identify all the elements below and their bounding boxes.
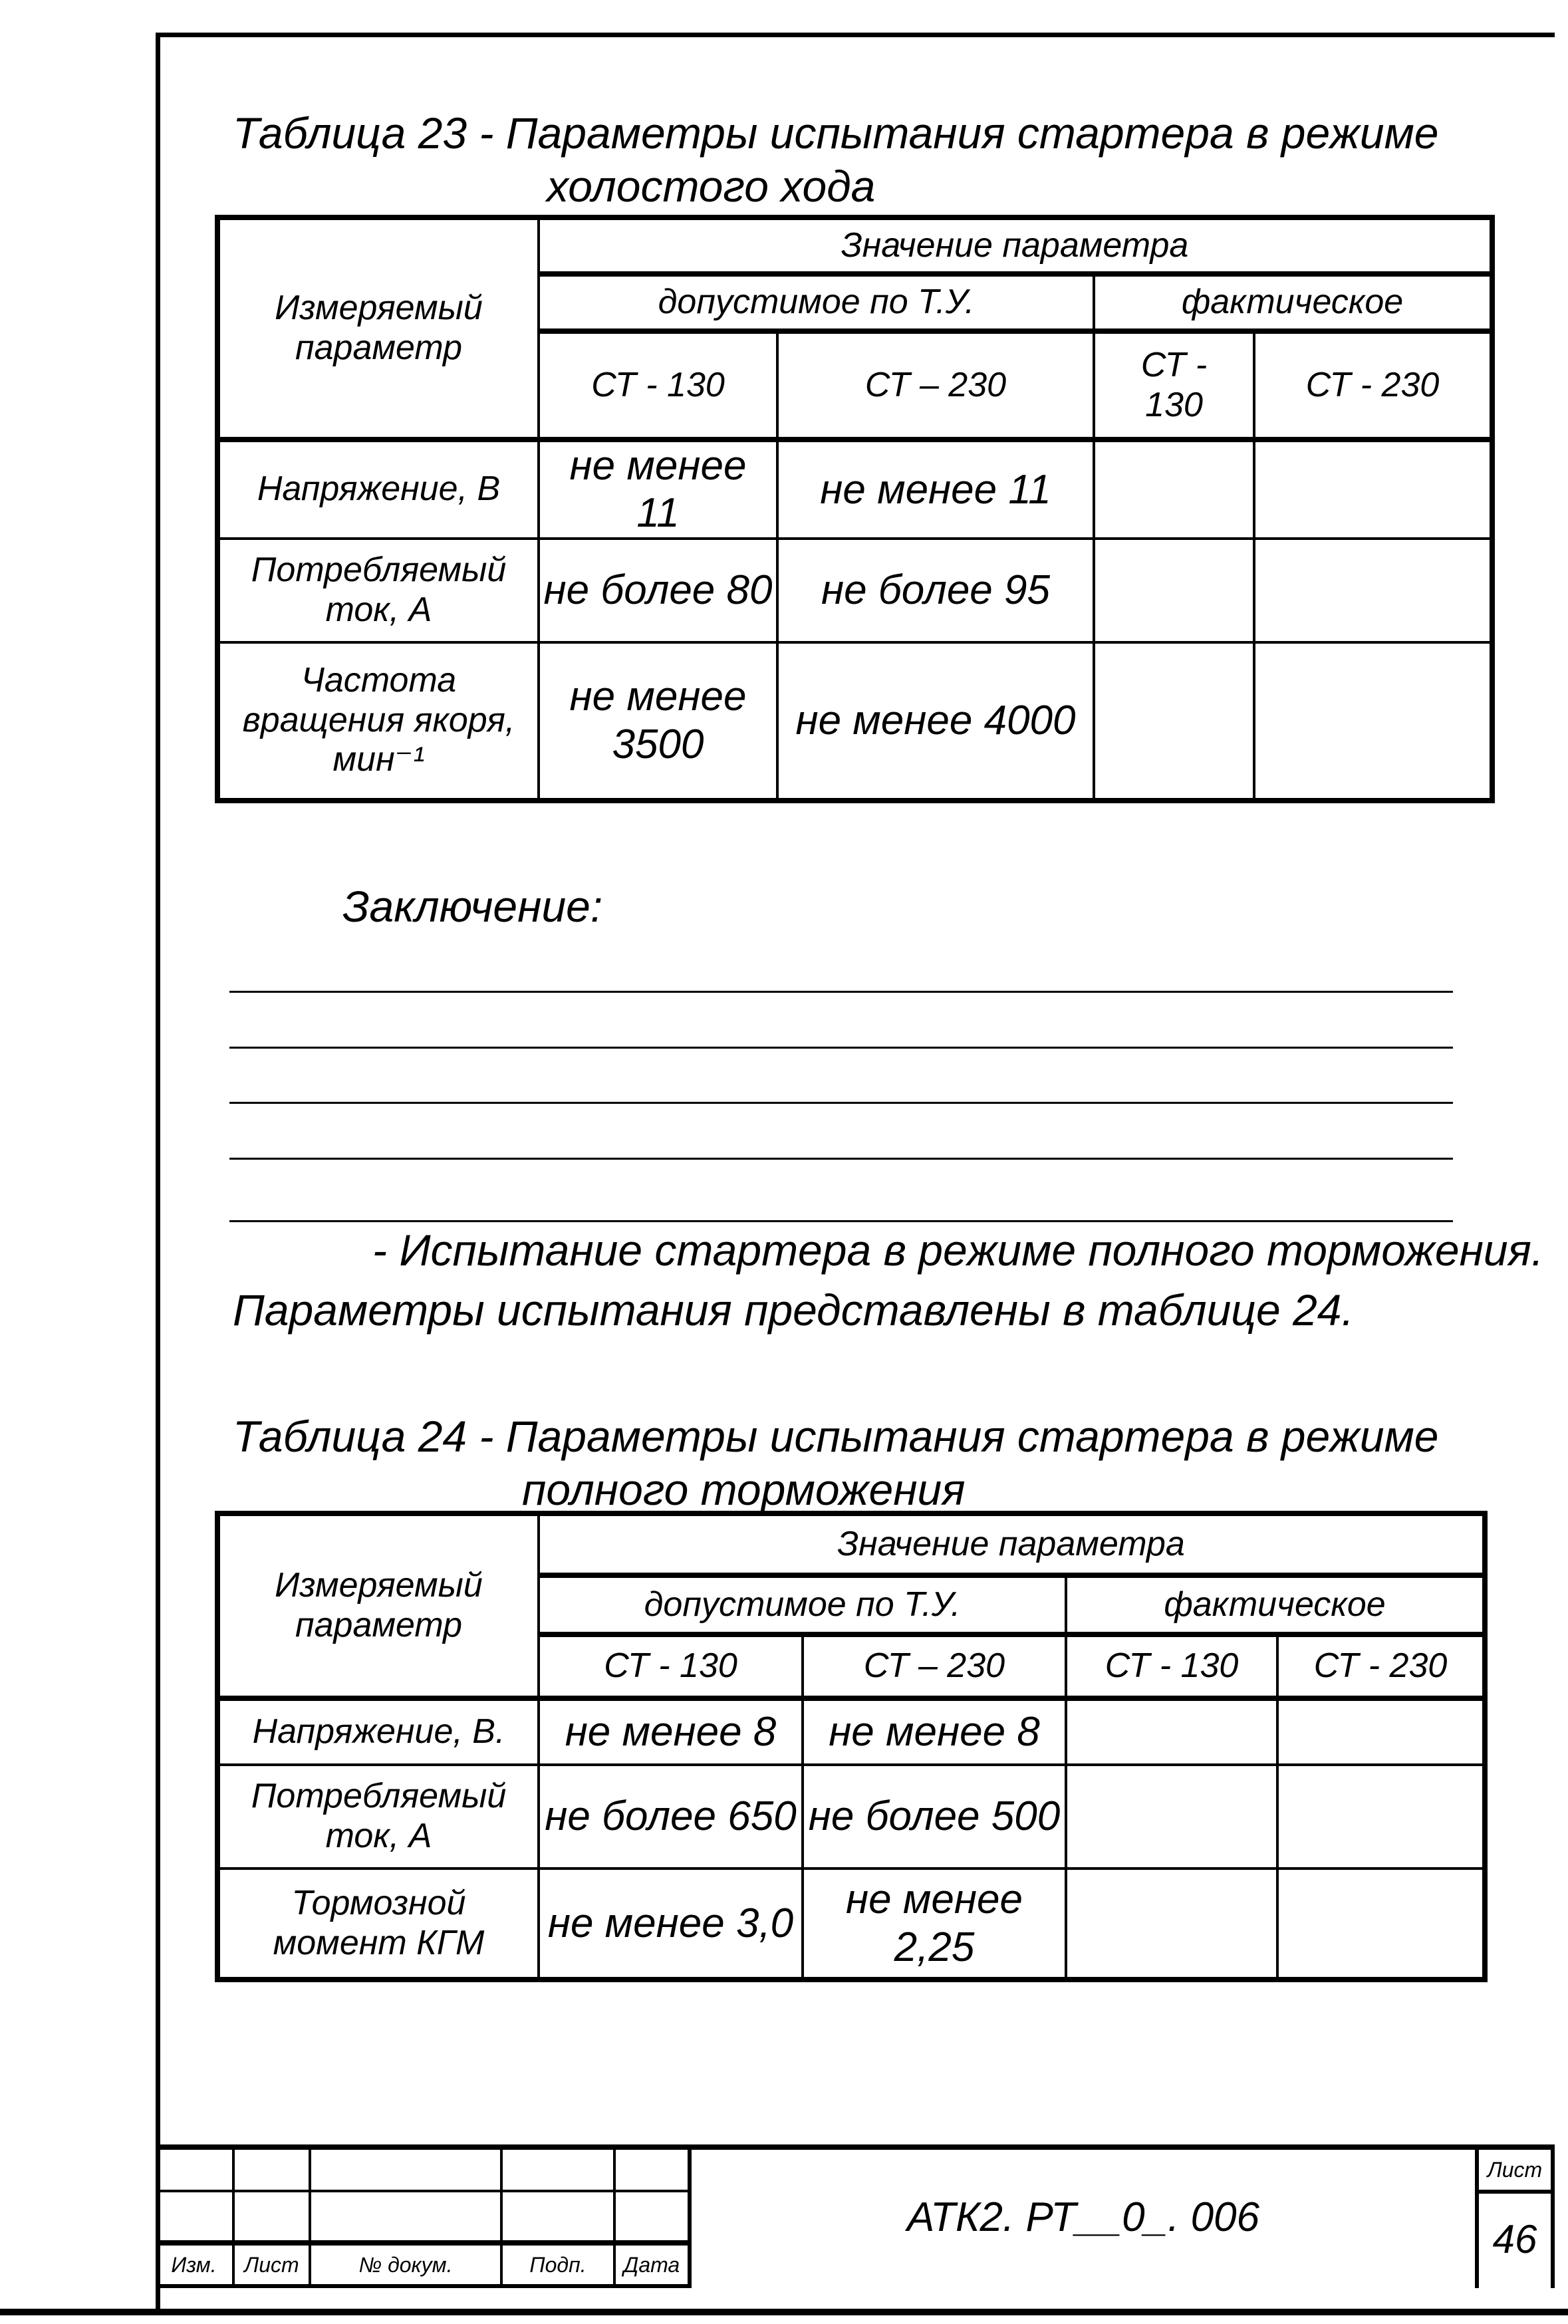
page-bottom-border [0, 2309, 1568, 2315]
header-allowed-ct230: СТ – 230 [803, 1634, 1066, 1698]
row-ct230: не менее 11 [777, 440, 1094, 539]
table-row [217, 1698, 1485, 1765]
tb-bottom-line [156, 2284, 688, 2288]
header-parameter-value: Значение параметра [539, 217, 1492, 274]
row-fact130[interactable] [1094, 642, 1254, 801]
tb-label-izm: Изм. [171, 2252, 217, 2277]
table23-caption-line1: Таблица 23 - Параметры испытания стартера в режиме [233, 108, 1439, 158]
header-actual-ct230: СТ - 230 [1254, 331, 1492, 440]
row-fact230[interactable] [1254, 642, 1492, 801]
table-row [217, 539, 1492, 642]
tb-row-line-1 [156, 2190, 688, 2192]
row-ct130: не менее 11 [539, 440, 777, 539]
table-row [217, 642, 1492, 801]
header-actual-ct230: СТ - 230 [1277, 1634, 1485, 1698]
row-fact230[interactable] [1277, 1698, 1485, 1765]
row-ct230: не более 500 [803, 1765, 1066, 1869]
row-param: Напряжение, В [217, 440, 539, 539]
row-fact130[interactable] [1066, 1698, 1277, 1765]
header-actual-ct130: СТ - 130 [1094, 331, 1254, 440]
header-measured-parameter: Измеряемый параметр [217, 217, 539, 440]
tb-label-doc-no: № докум. [358, 2252, 453, 2277]
row-fact130[interactable] [1066, 1869, 1277, 1980]
row-ct230: не менее 2,25 [803, 1869, 1066, 1980]
header-allowed: допустимое по Т.У. [539, 274, 1094, 331]
sheet-number: 46 [1492, 2216, 1537, 2261]
conclusion-line-5[interactable] [229, 1220, 1453, 1222]
row-param: Тормозной момент КГМ [217, 1869, 539, 1980]
header-allowed-ct130: СТ - 130 [539, 331, 777, 440]
header-allowed-ct230: СТ – 230 [777, 331, 1094, 440]
row-param: Потребляемый ток, А [217, 539, 539, 642]
row-fact230[interactable] [1254, 539, 1492, 642]
row-ct130: не менее 3500 [539, 642, 777, 801]
row-ct130: не более 650 [539, 1765, 803, 1869]
row-ct130: не менее 8 [539, 1698, 803, 1765]
conclusion-label: Заключение: [342, 882, 603, 931]
header-parameter-value: Значение параметра [539, 1513, 1485, 1575]
row-fact130[interactable] [1094, 440, 1254, 539]
row-fact230[interactable] [1277, 1765, 1485, 1869]
document-designation: АТК2. РТ__0_. 006 [906, 2194, 1260, 2240]
table23-caption-line2: холостого хода [547, 162, 876, 211]
conclusion-line-1[interactable] [229, 991, 1453, 993]
table-row [217, 440, 1492, 539]
conclusion-line-4[interactable] [229, 1158, 1453, 1160]
row-fact230[interactable] [1254, 440, 1492, 539]
tb-row-line-2 [156, 2240, 688, 2246]
header-actual: фактическое [1066, 1575, 1485, 1634]
table24-caption-line2: полного торможения [522, 1465, 966, 1514]
row-fact130[interactable] [1066, 1765, 1277, 1869]
title-block [156, 2144, 1555, 2311]
header-actual-ct130: СТ - 130 [1066, 1634, 1277, 1698]
row-ct230: не менее 8 [803, 1698, 1066, 1765]
row-ct130: не более 80 [539, 539, 777, 642]
row-fact130[interactable] [1094, 539, 1254, 642]
header-allowed-ct130: СТ - 130 [539, 1634, 803, 1698]
header-measured-parameter: Измеряемый параметр [217, 1513, 539, 1698]
paragraph-line2: Параметры испытания представлены в таблице 24. [233, 1285, 1354, 1335]
conclusion-line-3[interactable] [229, 1102, 1453, 1104]
tb-label-date: Дата [623, 2252, 680, 2277]
row-param: Напряжение, В. [217, 1698, 539, 1765]
header-allowed: допустимое по Т.У. [539, 1575, 1066, 1634]
row-ct130: не менее 3,0 [539, 1869, 803, 1980]
row-ct230: не более 95 [777, 539, 1094, 642]
tb-label-sign: Подп. [529, 2252, 587, 2277]
row-param: Частота вращения якоря, мин⁻¹ [217, 642, 539, 801]
header-actual: фактическое [1094, 274, 1492, 331]
table-23 [215, 215, 1495, 803]
tb-right-line [1551, 2150, 1555, 2288]
row-ct230: не менее 4000 [777, 642, 1094, 801]
table-24 [215, 1511, 1488, 1982]
table24-caption-line1: Таблица 24 - Параметры испытания стартера в режиме [233, 1412, 1439, 1461]
row-param: Потребляемый ток, А [217, 1765, 539, 1869]
tb-label-list: Лист [244, 2252, 299, 2277]
table-row [217, 1765, 1485, 1869]
table-row [217, 1869, 1485, 1980]
paragraph-line1: - Испытание стартера в режиме полного торможения. [372, 1226, 1544, 1275]
conclusion-line-2[interactable] [229, 1047, 1453, 1049]
tb-sheet-label: Лист [1487, 2157, 1543, 2182]
row-fact230[interactable] [1277, 1869, 1485, 1980]
